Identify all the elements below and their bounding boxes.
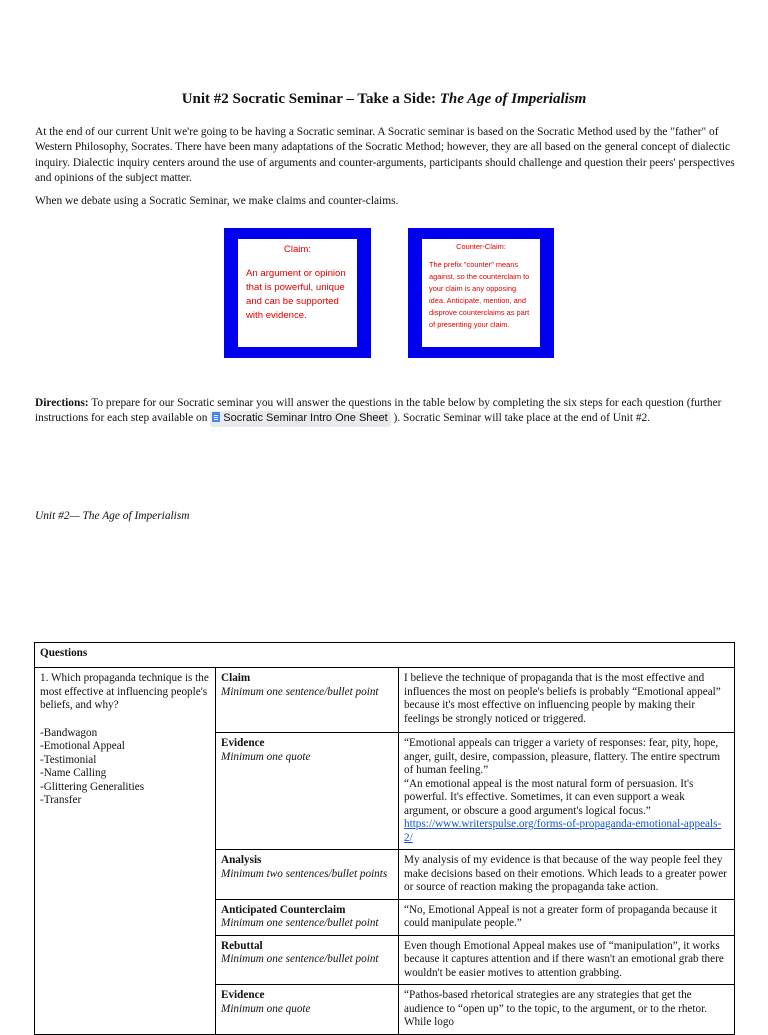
claim-box — [224, 228, 371, 358]
directions-text-end: ). Socratic Seminar will take place at the end of Unit #2. — [390, 412, 651, 425]
question-cell — [35, 668, 216, 1035]
directions-label: Directions: — [35, 397, 89, 409]
answer-text: “Pathos-based rhetorical strategies are any strategies that get the audience to “open up” to the topic, to the argument, or to the rhetor. While logo — [404, 989, 708, 1028]
claim-box-text: An argument or opinion that is powerful, unique and can be supported with evidence. — [246, 268, 346, 321]
title-italic: The Age of Imperialism — [439, 91, 587, 107]
option-item: -Name Calling — [40, 767, 107, 779]
page-title — [0, 91, 768, 108]
answer-cell[interactable] — [399, 850, 735, 900]
counter-box-text: The prefix "counter" means against, so the counterclaim to your claim is any opposing idea. Anticipate, mention, and disprove counterclaims as part of presenting your claim. — [429, 260, 530, 329]
answer-text: I believe the technique of propaganda that is the most effective and influences the most on people's beliefs is probably “Emotional appeal” because it's most effective on influencing people by making their feelings be strongly noticed or triggered. — [404, 672, 721, 725]
counter-box-title: Counter-Claim: — [456, 242, 506, 251]
directions-text: To prepare for our Socratic seminar you will answer the questions in the table below by completing the six steps for each question (further instructions for each step available on — [35, 397, 722, 425]
questions-header: Questions — [35, 643, 735, 668]
source-link[interactable]: https://www.writerspulse.org/forms-of-propaganda-emotional-appeals-2/ — [404, 818, 722, 844]
step-cell — [216, 985, 399, 1035]
step-cell — [216, 935, 399, 985]
step-requirement: Minimum one quote — [221, 1002, 311, 1015]
answer-text: “An emotional appeal is the most natural form of persuasion. It's powerful. It's effective. Sometimes, it can even support a weak argument, or obscure a good argument's logical focus.” — [404, 777, 694, 817]
doc-link-label: Socratic Seminar Intro One Sheet — [223, 412, 388, 425]
answer-cell[interactable] — [399, 668, 735, 733]
option-item: -Emotional Appeal — [40, 740, 125, 752]
step-requirement: Minimum two sentences/bullet points — [221, 867, 388, 880]
questions-table — [34, 642, 735, 1035]
option-item: -Bandwagon — [40, 726, 98, 739]
title-text: Unit #2 Socratic Seminar – Take a Side: — [181, 91, 440, 107]
step-cell — [216, 733, 399, 850]
unit-label: Unit #2— The Age of Imperialism — [35, 510, 190, 522]
step-cell — [216, 850, 399, 900]
step-label: Analysis — [221, 854, 262, 866]
step-label: Rebuttal — [221, 939, 263, 952]
answer-cell[interactable] — [399, 899, 735, 935]
table-row — [35, 668, 735, 733]
option-item: -Glittering Generalities — [40, 780, 145, 793]
answer-text: “No, Emotional Appeal is not a greater form of propaganda because it could manipulate people.” — [404, 903, 718, 929]
step-requirement: Minimum one sentence/bullet point — [221, 917, 379, 929]
step-label: Anticipated Counterclaim — [221, 903, 346, 916]
answer-text: My analysis of my evidence is that because of the way people feel they make decisions based on their emotions. Which leads to a greater power or source of reaction making the propaganda take action. — [404, 854, 727, 893]
step-requirement: Minimum one sentence/bullet point — [221, 953, 379, 965]
answer-cell[interactable] — [399, 935, 735, 985]
answer-cell[interactable] — [399, 985, 735, 1035]
intro-paragraph: At the end of our current Unit we're going to be having a Socratic seminar. A Socratic seminar is based on the Socratic Method used by the "father" of Western Philosophy, Socrates. There have been many adaptations of the Socratic Method; however, they are all based on the general concept of dialectic inquiry. Dialectic inquiry centers around the use of arguments and counter-arguments, participants should challenge and question their peers' perspectives and opinions of the subject matter. — [35, 126, 735, 185]
step-label: Claim — [221, 672, 251, 684]
step-cell — [216, 668, 399, 733]
answer-cell[interactable] — [399, 733, 735, 850]
step-label: Evidence — [221, 989, 265, 1001]
counter-claim-box — [408, 228, 554, 358]
claim-box-title: Claim: — [283, 244, 312, 255]
option-item: -Testimonial — [40, 753, 97, 766]
step-requirement: Minimum one quote — [221, 750, 311, 763]
directions-paragraph — [35, 396, 735, 427]
doc-link-chip[interactable] — [210, 411, 390, 426]
step-cell — [216, 899, 399, 935]
debate-line: When we debate using a Socratic Seminar, we make claims and counter-claims. — [35, 195, 399, 207]
answer-text: Even though Emotional Appeal makes use of “manipulation”, it works because it captures attention and if there wasn't an emotional grab there wouldn't be easier motives to attention grabbing. — [404, 939, 724, 979]
question-text: 1. Which propaganda technique is the most effective at influencing people's beliefs, and why? — [40, 672, 209, 711]
step-requirement: Minimum one sentence/bullet point — [221, 685, 379, 698]
google-doc-icon — [212, 412, 220, 422]
step-label: Evidence — [221, 737, 265, 749]
answer-text: “Emotional appeals can trigger a variety of responses: fear, pity, hope, anger, guilt, desire, compassion, pleasure, flattery. The entire spectrum of human feeling.” — [404, 737, 721, 776]
table-header-row — [35, 643, 735, 668]
option-item: -Transfer — [40, 794, 82, 806]
